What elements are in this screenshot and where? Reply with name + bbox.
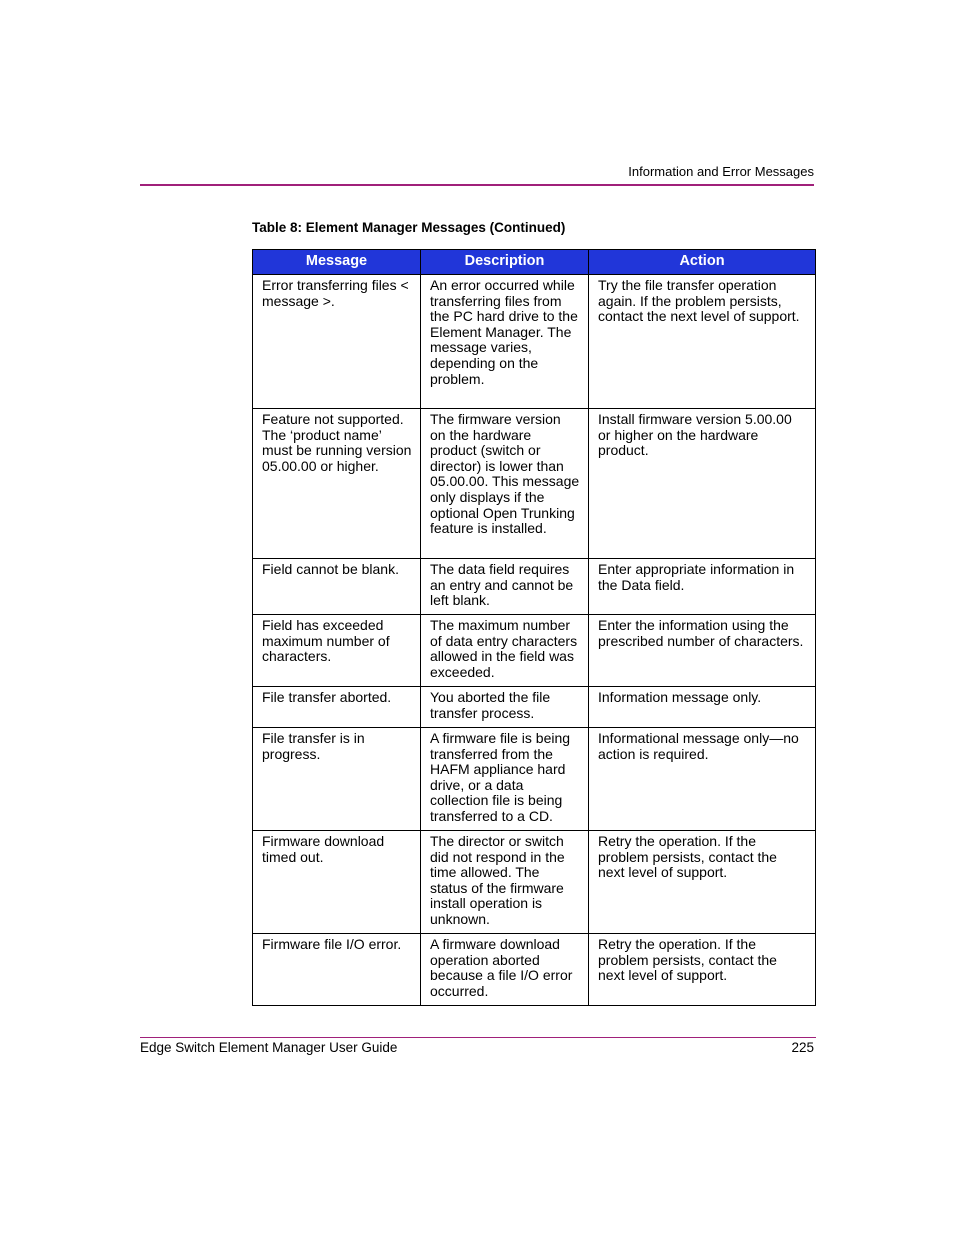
message-cell: Field has exceeded maximum number of characters.: [253, 615, 421, 687]
message-cell: Firmware download timed out.: [253, 831, 421, 934]
message-cell: Feature not supported. The ‘product name’ must be running version 05.00.00 or higher.: [253, 409, 421, 559]
page-number: 225: [791, 1040, 814, 1055]
action-cell: Install firmware version 5.00.00 or higher on the hardware product.: [589, 409, 816, 559]
action-cell: Information message only.: [589, 687, 816, 728]
footer-rule: [140, 1037, 816, 1038]
description-cell: A firmware file is being transferred from the HAFM appliance hard drive, or a data collection file is being transferred to a CD.: [421, 728, 589, 831]
table-row: [253, 275, 816, 409]
footer-document-title: Edge Switch Element Manager User Guide: [140, 1040, 398, 1055]
action-cell: Retry the operation. If the problem persists, contact the next level of support.: [589, 934, 816, 1006]
column-header-action: Action: [589, 250, 816, 275]
description-cell: The data field requires an entry and cannot be left blank.: [421, 559, 589, 615]
table-row: [253, 831, 816, 934]
message-cell: Error transferring files < message >.: [253, 275, 421, 409]
message-cell: File transfer aborted.: [253, 687, 421, 728]
column-header-message: Message: [253, 250, 421, 275]
table-row: [253, 728, 816, 831]
description-cell: The maximum number of data entry characters allowed in the field was exceeded.: [421, 615, 589, 687]
action-cell: Enter appropriate information in the Data field.: [589, 559, 816, 615]
table-row: [253, 934, 816, 1006]
message-cell: Field cannot be blank.: [253, 559, 421, 615]
running-header: Information and Error Messages: [628, 164, 814, 179]
table-row: [253, 409, 816, 559]
column-header-description: Description: [421, 250, 589, 275]
table-caption: Table 8: Element Manager Messages (Continued): [252, 220, 566, 235]
description-cell: An error occurred while transferring files from the PC hard drive to the Element Manager. The message varies, depending on the problem.: [421, 275, 589, 409]
message-cell: Firmware file I/O error.: [253, 934, 421, 1006]
description-cell: A firmware download operation aborted because a file I/O error occurred.: [421, 934, 589, 1006]
action-cell: Informational message only—no action is required.: [589, 728, 816, 831]
table-row: [253, 687, 816, 728]
description-cell: The firmware version on the hardware product (switch or director) is lower than 05.00.00. This message only displays if the optional Open Trunking feature is installed.: [421, 409, 589, 559]
table-header-row: [253, 250, 816, 275]
messages-table: [252, 249, 816, 1006]
table-row: [253, 615, 816, 687]
header-rule: [140, 184, 814, 186]
description-cell: The director or switch did not respond in the time allowed. The status of the firmware install operation is unknown.: [421, 831, 589, 934]
action-cell: Try the file transfer operation again. If the problem persists, contact the next level of support.: [589, 275, 816, 409]
table-row: [253, 559, 816, 615]
description-cell: You aborted the file transfer process.: [421, 687, 589, 728]
message-cell: File transfer is in progress.: [253, 728, 421, 831]
action-cell: Enter the information using the prescribed number of characters.: [589, 615, 816, 687]
action-cell: Retry the operation. If the problem persists, contact the next level of support.: [589, 831, 816, 934]
